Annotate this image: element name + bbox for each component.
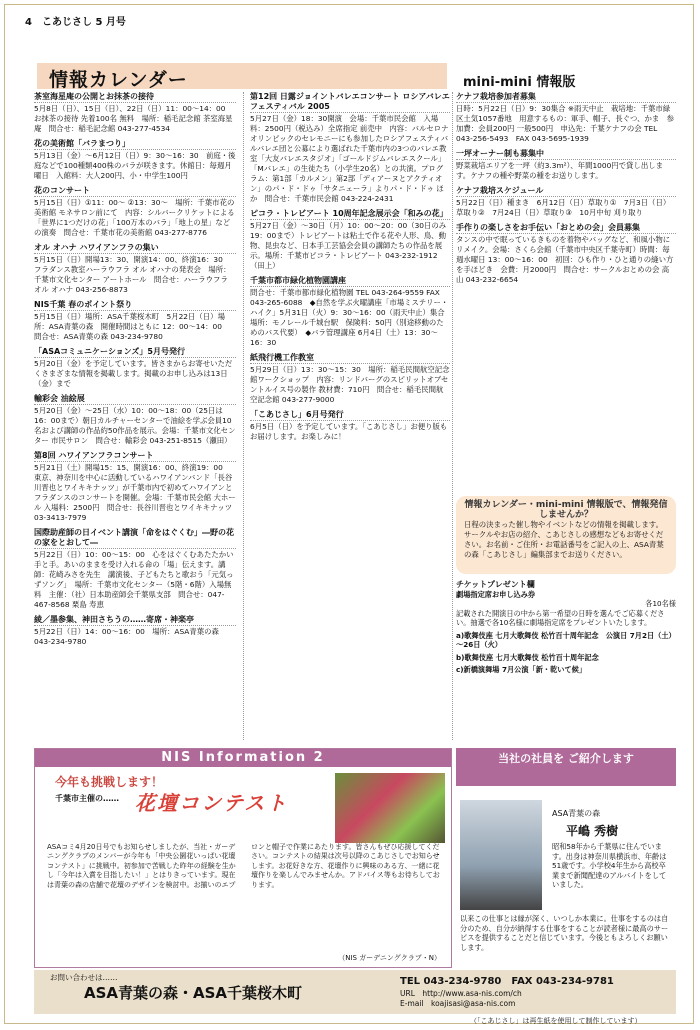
event-details: 5月15日（日）①11：00～ ②13：30～ 場所：千葉市花の美術館 モネサロン前にて 内容：シルバークリケットによる「世界に1つだけの花」「100万本のバラ」「地上の星」などの演奏 問合せ：千葉市花の美術館 043-277-8776 — [34, 198, 235, 237]
event-title: 第8回 ハワイアンフラコンサート — [34, 451, 236, 462]
event-details: 5月13日（金）～6月12日（日）9：30～16：30 前庭・後庭などで100種類400株のバラが咲きます。休館日：毎週月曜日 入館料：大人200円、小・中学生100円 — [34, 151, 236, 180]
event-title: 花の美術館「バラまつり」 — [34, 139, 236, 150]
event-details: 5月21日（土）開場15：15、開演16：00、終演19：00 東京、神奈川を中心に活動しているハワイアンバンド「長谷川晋也とワイキキナッツ」が千葉市内で初めてハワイアンとフラダンスのコンサートを開催。会場：千葉市民会館 大ホール 入場料：2500円 問合せ：長谷川晋也とワイキキナッツ 03-3413-7979 — [34, 463, 236, 522]
website-url: URL http://www.asa-nis.com/ch — [400, 989, 522, 998]
event-item — [34, 615, 236, 647]
email-address: E-mail koajisasi@asa-nis.com — [400, 999, 516, 1008]
event-title: 花のコンサート — [34, 186, 236, 197]
event-title: 「こあじさし」6月号発行 — [250, 410, 450, 421]
event-item — [34, 528, 236, 610]
contact-footer — [34, 970, 676, 1014]
staff-name: 平嶋 秀樹 — [566, 824, 619, 838]
staff-head: 当社の社員を ご紹介します — [456, 748, 676, 786]
event-details: 6月5日（日）を予定しています。「こあじさし」お便り版もお届けします。お楽しみに！ — [250, 422, 448, 441]
event-item — [250, 410, 450, 442]
mini-details: 日時：5月22日（日）9：30集合 ※雨天中止 栽培地：千葉市緑区土気1057番地 用意するもの：軍手、帽子、長ぐつ、かま 参加費：会員200円 一般500円 申込先：千葉ケナフの会 TEL 043-256-5493 FAX 043-5695-1939 — [456, 104, 675, 143]
event-item — [34, 347, 236, 389]
event-title: NIS千葉 春のポイント祭り — [34, 300, 236, 311]
mini-item — [456, 92, 676, 144]
event-title: 第12回 日露ジョイントバレエコンサート ロシアバレエフェスティバル 2005 — [250, 92, 450, 111]
column-divider — [243, 92, 244, 740]
present-count: 各10名様 — [645, 599, 676, 608]
tel-fax: TEL 043-234-9780 FAX 043-234-9781 — [400, 976, 614, 987]
page-header: 4 こあじさし 5 月号 — [25, 17, 126, 28]
mini-title-item: ケナフ栽培スケジュール — [456, 186, 676, 197]
mini-item — [456, 186, 676, 218]
event-details: 5月27日（金）18：30開演 会場：千葉市民会館 入場料：2500円（税込み）全席指定 前売中 内容：バルセロナオリンピックのセレモニーにも参加したロシアフェスティバルバレエ団と公募により選ばれた千葉市内の3つのバレエ教室「大友バレエスタジオ」「ゴールドジムバレエスクール」「Mバレエ」の生徒たち（小学生20名）との共演。プログラム：第1部「カルメン」第2部「ディアーヌとアクティオン」のパ・ド・ドゥ「サタニェーラ」よりパ・ド・ドゥ ほか 問合せ：千葉市民会館 043-224-2431 — [250, 114, 449, 203]
present-item: a)歌舞伎座 七月大歌舞伎 松竹百十周年記念 公演日 7月2日（土）～26日（火） — [456, 630, 676, 649]
present-head: チケットプレゼント欄 — [456, 580, 535, 589]
event-item — [34, 92, 236, 134]
mini-title-item: ケナフ栽培参加者募集 — [456, 92, 676, 103]
event-item — [34, 243, 236, 295]
nis-org: 千葉市主催の…… — [55, 794, 119, 803]
mini-item — [456, 223, 676, 285]
event-details: 5月22日（日）10：00～15：00 心をはぐくむあたたかい手と手。あいのままを受け入れる命の「場」伝えます。講師：花崎みさを先生 講演後、子どもたちと歌おう「元気っずソング」 場所：千葉市文化センター（5階・6階）入場無料 主催：（社）日本助産師会千葉県支部 問合せ：047-467-8568 栗島 寿恵 — [34, 550, 234, 609]
present-body: 記載された開演日の中から第一希望の日時を選んでご応募ください。抽選で各10名様に劇場指定席をプレゼントいたします。 — [456, 608, 665, 627]
event-details: 5月20日（金）～25日（水）10：00～18：00（25日は16：00まで）朝日カルチャーセンターで油絵を学ぶ会員10名および講師の作品約50作品を展示。会場：千葉市文化センター 市民サロン 問合せ：輸彩会 043-251-8515（瀬田） — [34, 406, 236, 445]
company-name: ASA青葉の森・ASA千葉桜木町 — [84, 984, 303, 1002]
mini-item — [456, 149, 676, 181]
mini-details: 5月22日（日）種まき 6月12日（日）草取り① 7月3日（日）草取り② 7月24日（日）草取り③ 10月中旬 刈り取り — [456, 198, 671, 217]
staff-org: ASA青葉の森 — [552, 809, 601, 818]
event-details: 5月22日（日）14：00～16：00 場所：ASA青葉の森 043-234-9780 — [34, 627, 219, 646]
nis-contest: 花壇コンテスト — [135, 791, 289, 815]
column-divider — [452, 92, 453, 740]
event-details: 5月15日（日）開場13：30、開演14：00、終演16：30 フラダンス教室ハーラウフラ オル オハナの発表会 場所：千葉市文化センター アートホール 問合せ：ハーラウフラ オル オハナ 043-256-8873 — [34, 255, 231, 294]
event-title: 国際助産師の日イベント講演「命をはぐくむ」―野の花の家をとおして― — [34, 528, 234, 547]
event-details: 5月27日（金）～30日（月）10：00～20：00（30日のみ19：00まで）トレビアートは粘土で作る花や人形、鳥、動物、昆虫など、日本手工芸協会会員の講師たちの作品を展示。場所：千葉市ピコラ・トレビアート 043-232-1912（田上） — [250, 221, 447, 270]
promo-body: 日程の決まった催し物やイベントなどの情報を掲載します。サークルやお店の紹介、こあじさしの感想などもお寄せください。お名前・ご住所・お電話番号をご記入の上、ASA青葉の森「こあじさし」編集部までお送りください。 — [464, 520, 664, 559]
event-item — [250, 209, 450, 271]
inquiry-label: お問い合わせは…… — [50, 973, 118, 982]
mini-title-item: 手作りの楽しさをお手伝い「おとめの会」会員募集 — [456, 223, 676, 234]
recycle-note: （「こあじさし」は再生紙を使用して制作しています） — [470, 1017, 642, 1025]
nis-info-box — [34, 748, 452, 968]
nis-body: ASAコミ4月20日号でもお知らせしましたが、当社・ガーデニングクラブのメンバーが今年も「中央公園花いっぱい花壇コンテスト」に挑戦中。初参加で苦戦した昨年の経験を生かし「今年は入賞を目指したい！」とはりきっています。現在は青葉の森の店舗で花壇のデザインを検討中。お揃いのエプロンと帽子で作業にあたります。皆さんもぜひ応援してください。コンテストの結果は次号以降のこあじさしでお知らせします。お花好きな方、花壇作りに興味のある方、一緒に花壇作りを楽しんでみませんか。アドバイス等もお待ちしております。 — [47, 843, 440, 889]
nis-signature: （NIS ガーデニングクラブ・N） — [338, 954, 441, 962]
event-item — [34, 139, 236, 181]
event-item — [250, 92, 450, 204]
nis-sub: 今年も挑戦します！ — [55, 775, 164, 789]
mini-details: 野菜栽培エリアを一坪（約3.3m²）、年間1000円で貸し出します。ケナフの種や野菜の種をお送りします。 — [456, 161, 664, 180]
event-title: 茶室海星庵の公開とお抹茶の接待 — [34, 92, 236, 103]
event-title: ピコラ・トレビアート 10周年記念展示会「和みの花」 — [250, 209, 450, 220]
staff-body: 昭和58年から千葉県に住んでいます。出身は神奈川県横浜市、年齢は51歳です。小学校4年生から高校卒業まで新聞配達のアルバイトをしていました。 — [552, 842, 667, 890]
flower-photo — [335, 773, 445, 843]
mini-title-item: 一坪オーナー制も募集中 — [456, 149, 676, 160]
event-title: 千葉市都市緑化植物園講座 — [250, 276, 450, 287]
event-title: 輸彩会 油絵展 — [34, 394, 236, 405]
event-item — [250, 276, 450, 348]
event-details: 問合せ：千葉市都市緑化植物園 TEL 043-264-9559 FAX 043-265-6088 ◆自然を学ぶ火曜講座「市場ミステリー・ハイク」5月31日（火）9：30～16：00（雨天中止）集合場所：モノレール千城台駅 保険料：50円（別途移動のためのバス代要） ◆バラ管理講座 6月4日（土）13：30～16：30 — [250, 288, 449, 347]
calendar-title: 情報カレンダー — [49, 69, 188, 91]
present-sub: 劇場指定席お申し込み券 — [456, 589, 536, 599]
calendar-banner — [37, 63, 447, 89]
event-details: 5月8日（日）、15日（日）、22日（日）11：00～14：00 お抹茶の接待 先着100名 無料 場所：稲毛記念館 茶室海星庵 問合せ：稲毛記念館 043-277-4534 — [34, 104, 233, 133]
event-item — [250, 353, 450, 405]
nis-head: NIS Information 2 — [35, 749, 451, 767]
event-title: 紙飛行機工作教室 — [250, 353, 450, 364]
event-item — [34, 394, 236, 446]
event-item — [34, 451, 236, 523]
info-submission-box — [456, 496, 676, 574]
present-item: c)新橋演舞場 7月公演「新・乾いて候」 — [456, 665, 587, 674]
staff-photo — [460, 800, 542, 910]
event-title: 綾／墨参集、神田さちうの……寄席・神楽亭 — [34, 615, 236, 626]
mini-column — [456, 92, 676, 492]
ticket-present — [456, 580, 676, 740]
calendar-column-2 — [250, 92, 450, 742]
staff-body-2: 以来この仕事とは縁が深く、いつしか本業に。仕事をするのは自分のため、自分が納得する仕事をすることが読者様に最高のサービスを提供することだと信じています。今後ともよろしくお願いします。 — [460, 914, 669, 952]
event-item — [34, 186, 236, 238]
promo-title: 情報カレンダー・mini-mini 情報版で、情報発信しませんか？ — [464, 500, 668, 520]
event-details: 5月20日（金）を予定しています。皆さまからお寄せいただくさまざまな情報を掲載します。掲載のお申し込みは13日（金）まで — [34, 359, 233, 388]
mini-title: mini-mini 情報版 — [463, 75, 576, 90]
mini-details: タンスの中で眠っているきものを着物やバッグなど、和風小物にリメイク。会場：さくら会館（千葉市中央区千葉寺町）時間：毎週水曜日 13：00～16：00 初回：ひも作り・ひと通りの縫い方を手ほどき 会費：月2000円 問合せ：サークルおとめの会 高山 043-232-6654 — [456, 235, 674, 284]
present-item: b)歌舞伎座 七月大歌舞伎 松竹百十周年記念 — [456, 652, 599, 662]
event-details: 5月29日（日）13：30～15：30 場所：稲毛民間航空記念館ワークショップ 内容：リンドバーグのスピリットオブセントルイス号の製作 教材費：710円 問合せ：稲毛民間航空記念館 043-277-9000 — [250, 365, 450, 404]
event-title: オル オハナ ハワイアンフラの集い — [34, 243, 236, 254]
event-item — [34, 300, 236, 342]
event-title: 「ASAコミュニケーションズ」5月号発行 — [34, 347, 236, 358]
calendar-column-1 — [34, 92, 236, 742]
staff-intro — [456, 748, 676, 968]
event-details: 5月15日（日）場所：ASA千葉桜木町 5月22日（日）場所：ASA青葉の森 開催時間はともに 12：00～14：00 問合せ：ASA青葉の森 043-234-9780 — [34, 312, 230, 341]
